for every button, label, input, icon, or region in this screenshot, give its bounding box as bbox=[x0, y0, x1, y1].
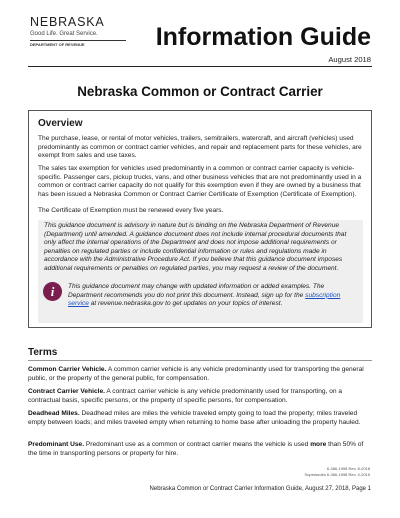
subscription-service-link[interactable]: subscription service bbox=[68, 291, 341, 308]
term-definition: Deadhead miles are miles the vehicle traveled empty going to load the property; miles traveled empty between loads; and miles traveled empty when returning to home base after unloading the property hauled. bbox=[28, 410, 361, 426]
terms-divider bbox=[28, 360, 372, 361]
guidance-disclaimer: This guidance document is advisory in nature but is binding on the Nebraska Department of Revenue (Department) until amended. A guidance document does not include internal procedural documents that only affect the internal operations of the Department and does not impose additional requirements or penalties on regulated parties or include confidential information or rules and regulations made in accordance with the Administrative Procedure Act. If you believe that this guidance document imposes additional requirements or penalties on regulated parties, you may request a review of the document. bbox=[44, 222, 347, 272]
guidance-notice-block bbox=[38, 220, 363, 323]
publication-date: August 2018 bbox=[328, 55, 371, 64]
overview-paragraph-3: The Certificate of Exemption must be renewed every five years. bbox=[38, 207, 224, 214]
supersedes-note: Supersedes 6-366-1998 Rev. 4-2015 bbox=[304, 472, 370, 477]
term-predominant-use bbox=[28, 441, 374, 458]
update-notice-text-end: at revenue.nebraska.gov to get updates on your topics of interest. bbox=[88, 300, 283, 308]
terms-heading: Terms bbox=[28, 347, 58, 358]
term-definition: Predominant use as a common or contract carrier means the vehicle is used bbox=[84, 441, 311, 448]
logo-divider bbox=[30, 40, 126, 41]
overview-heading: Overview bbox=[38, 118, 83, 129]
guide-title: Information Guide bbox=[155, 23, 371, 51]
update-notice-text: This guidance document may change with updated information or added examples. The Department recommends you do not print this document. Instead, sign up for the bbox=[68, 283, 325, 299]
logo-department: DEPARTMENT OF REVENUE bbox=[30, 42, 85, 47]
overview-box bbox=[28, 110, 372, 328]
term-definition-end: than 50% of the time in transporting persons or property for hire. bbox=[28, 441, 364, 457]
term-label: Contract Carrier Vehicle. bbox=[28, 388, 105, 395]
term-label: Predominant Use. bbox=[28, 441, 85, 448]
term-label: Deadhead Miles. bbox=[28, 410, 80, 417]
document-title: Nebraska Common or Contract Carrier bbox=[77, 84, 323, 99]
nebraska-logo bbox=[30, 16, 126, 47]
overview-paragraph-2: The sales tax exemption for vehicles used predominantly in a common or contract carrier capacity is vehicle-specific. Passenger cars, pickup trucks, vans, and other business vehicles that are not predominantly used in a common or contract carrier capacity do not qualify for this exemption even if they are owned by a business that has been issued a Nebraska Common or Contract Carrier Certificate of Exemption (Certificate of Exemption). bbox=[38, 165, 362, 198]
logo-tagline: Good Life. Great Service. bbox=[30, 31, 98, 37]
term-label: Common Carrier Vehicle. bbox=[28, 366, 107, 373]
overview-paragraph-1: The purchase, lease, or rental of motor vehicles, trailers, semitrailers, watercraft, and aircraft (vehicles) used predominantly as common or contract carrier vehicles, and repair and replacement parts for these vehicles, are exempt from sales and use taxes. bbox=[38, 135, 362, 160]
term-common-carrier bbox=[28, 366, 374, 383]
term-emphasis: more bbox=[310, 441, 327, 448]
term-definition: A contract carrier vehicle is any vehicle predominantly used for transporting, on a contractual basis, specific persons, or the property of specific persons, for compensation. bbox=[28, 388, 343, 404]
term-contract-carrier bbox=[28, 388, 374, 405]
term-definition: A common carrier vehicle is any vehicle predominantly used for transporting the general public, or the property of the general public, for compensation. bbox=[28, 366, 364, 382]
page-footer: Nebraska Common or Contract Carrier Information Guide, August 27, 2018, Page 1 bbox=[149, 486, 371, 492]
info-icon: i bbox=[43, 282, 62, 301]
logo-wordmark: NEBRASKA bbox=[30, 15, 105, 29]
term-deadhead-miles bbox=[28, 410, 374, 427]
update-notice bbox=[68, 283, 359, 309]
header-divider bbox=[28, 66, 372, 67]
revision-number: 6-366-1998 Rev. 8-2018 bbox=[326, 466, 370, 471]
